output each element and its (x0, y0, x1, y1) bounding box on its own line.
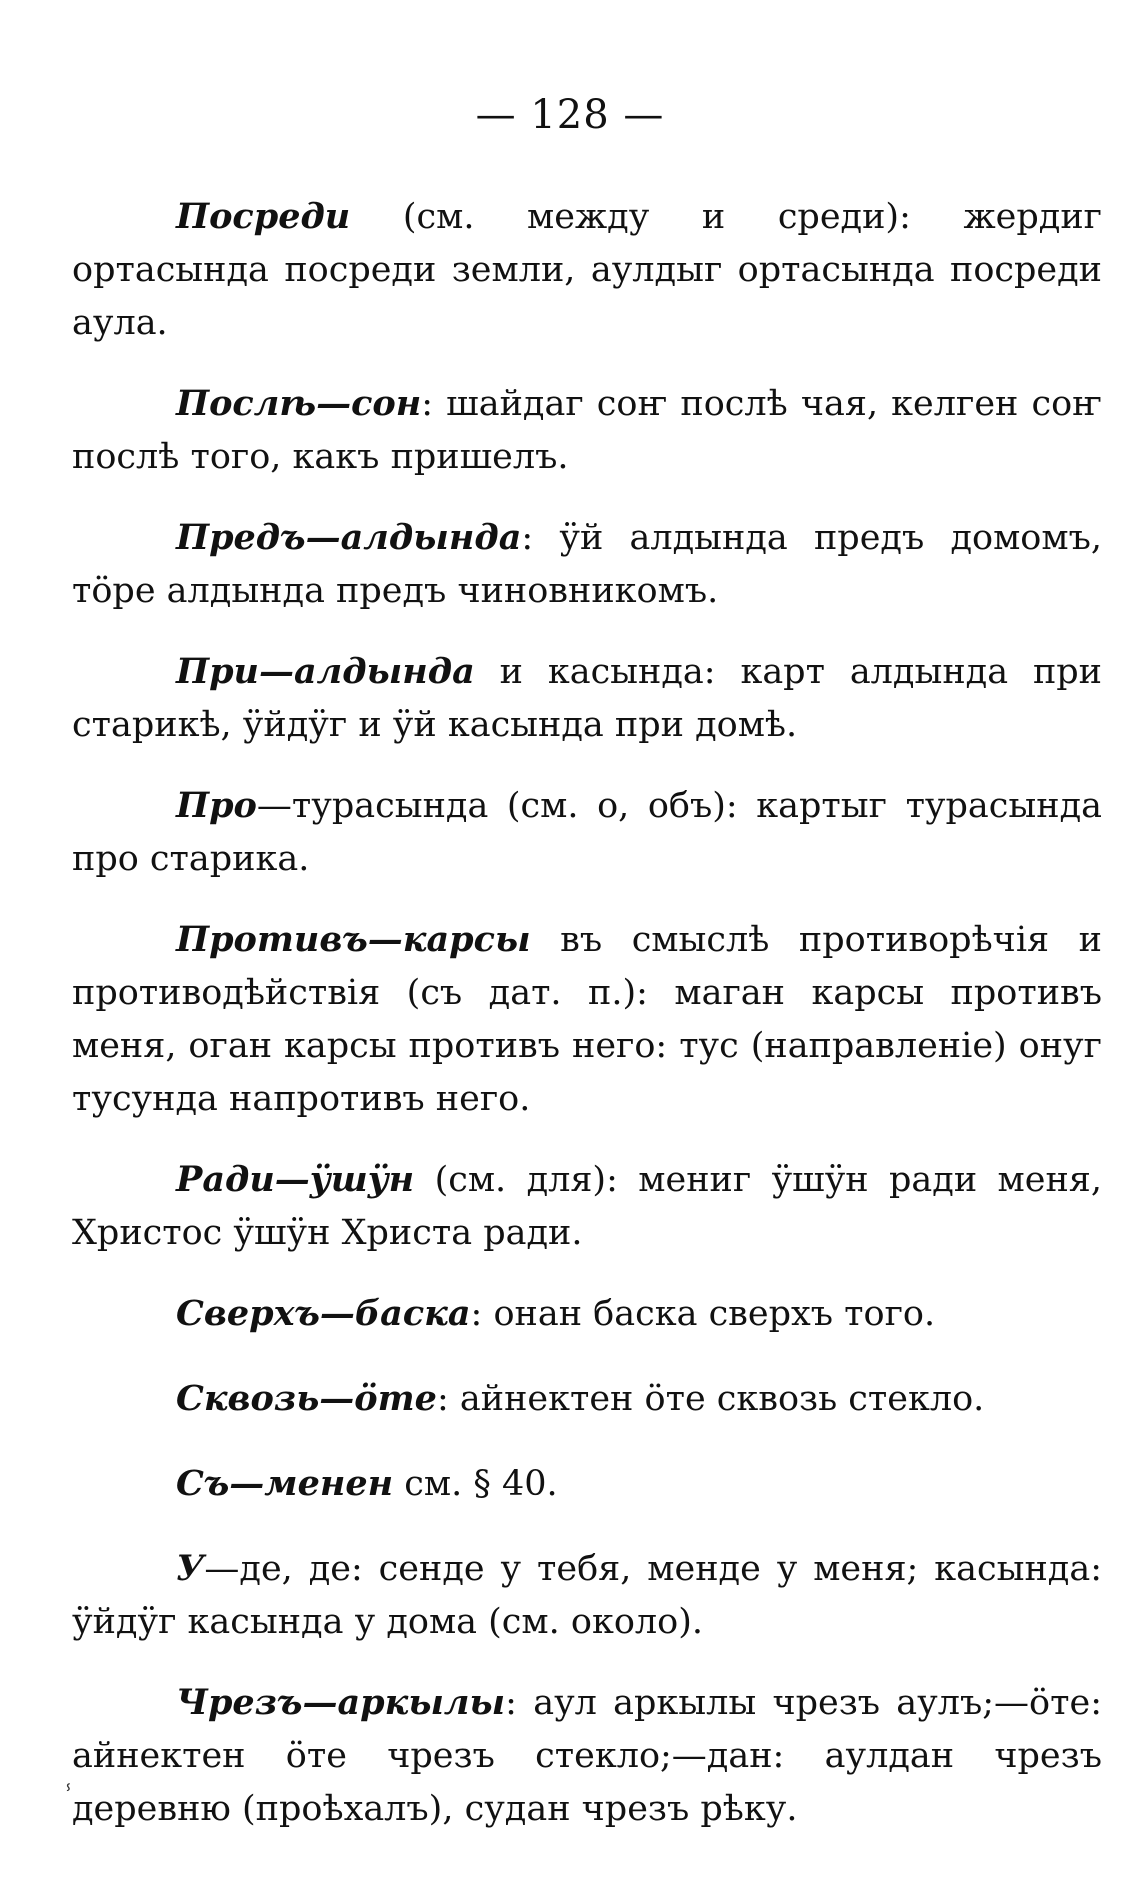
entry-term: Про (176, 785, 257, 826)
entry-text: —де, де: сенде у тебя, менде у меня; касында: ӱйдӱг касында у дома (см. около). (72, 1549, 1102, 1642)
entry-text: —турасында (см. о, объ): картыг турасында про старика. (72, 786, 1102, 879)
entry-sverh (72, 1287, 1102, 1341)
entry-term: Посреди (176, 196, 351, 237)
entry-term: Съ—менен (176, 1463, 394, 1504)
entry-posredi (72, 190, 1102, 350)
page-number: — 128 — (475, 92, 665, 138)
entry-pri (72, 645, 1102, 752)
entry-term: Сквозь—ӧте (176, 1378, 437, 1419)
entry-u (72, 1542, 1102, 1649)
entry-radi (72, 1153, 1102, 1260)
entry-skvoz (72, 1372, 1102, 1426)
entry-text: : айнектен ӧте сквозь стекло. (436, 1379, 985, 1419)
entry-chrez (72, 1676, 1102, 1836)
entry-term: Предъ—алдында (176, 517, 522, 558)
entry-term: Чрезъ—аркылы (176, 1682, 506, 1723)
entry-text: въ смыслѣ противорѣчія и противодѣйствія (съ дат. п.): маган карсы противъ меня, оган карсы противъ него: тус (направленіе) онуг тусунда напротивъ него. (72, 920, 1102, 1119)
entry-pro (72, 779, 1102, 886)
entry-term: У (176, 1548, 205, 1589)
stray-ink-mark: ⸯ (62, 1786, 75, 1811)
entry-text: : онан баска сверхъ того. (470, 1294, 936, 1334)
entry-s (72, 1457, 1102, 1511)
entry-term: Послѣ—сон (176, 383, 422, 424)
entry-pred (72, 511, 1102, 618)
page-content (72, 190, 1102, 1863)
entry-posle (72, 377, 1102, 484)
entry-text: : шайдаг соҥ послѣ чая, келген соҥ послѣ того, какъ пришелъ. (72, 384, 1102, 477)
entry-text: : аул аркылы чрезъ аулъ;—ӧте: айнектен ӧте чрезъ стекло;—дан: аулдан чрезъ деревню (проѣхалъ), судан чрезъ рѣку. (72, 1683, 1102, 1829)
entry-text: и касында: карт алдында при старикѣ, ӱйдӱг и ӱй касында при домѣ. (72, 652, 1102, 745)
entry-term: Ради—ӱшӱн (176, 1159, 415, 1200)
entry-text: : ӱй алдында предъ домомъ, тӧре алдында предъ чиновникомъ. (72, 518, 1102, 611)
entry-text: см. § 40. (393, 1464, 558, 1504)
entry-text: (см. между и среди): жердиг ортасында посреди земли, аулдыг ортасында посреди аула. (72, 197, 1102, 343)
entry-text: (см. для): мениг ӱшӱн ради меня, Христос ӱшӱн Христа ради. (72, 1160, 1102, 1253)
entry-protiv (72, 913, 1102, 1126)
entry-term: Сверхъ—баска (176, 1293, 471, 1334)
entry-term: При—алдында (176, 651, 475, 692)
entry-term: Противъ—карсы (176, 919, 531, 960)
